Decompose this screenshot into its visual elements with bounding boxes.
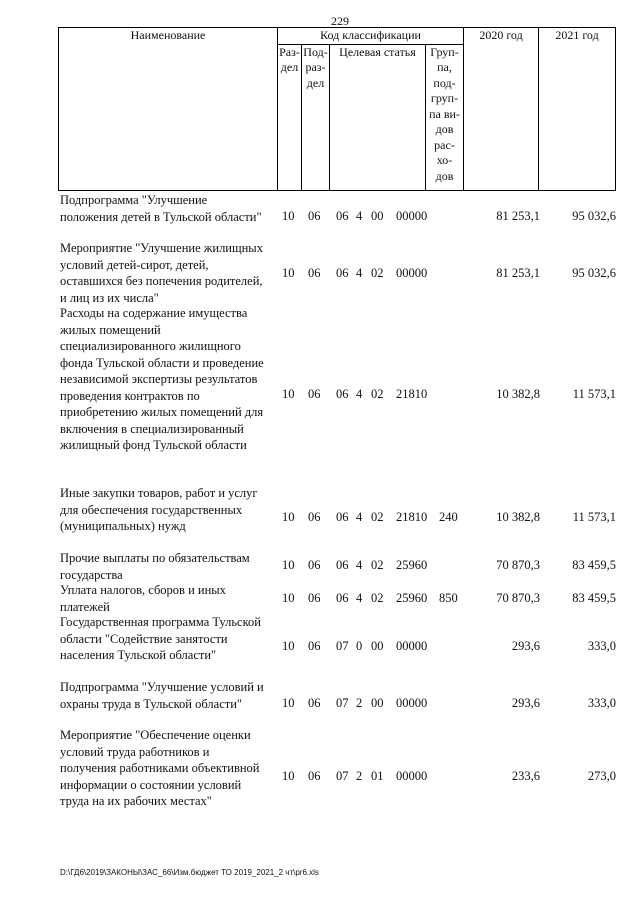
header-podrazdel-line: раз- [305,60,326,74]
cell-target-program: 06 [336,387,349,401]
cell-razdel: 10 [282,696,295,710]
cell-target-event: 00 [371,639,384,653]
cell-2020: 293,6 [511,639,540,653]
header-podrazdel-line: Под- [303,44,328,59]
row-name [60,305,280,454]
cell-expense-type: 850 [439,591,458,605]
row-name-line: фонда Тульской области и проведение [60,355,264,370]
row-name-line: положения детей в Тульской области" [60,209,262,224]
header-razdel-line: дел [280,60,299,74]
cell-2021: 273,0 [587,769,616,783]
cell-target-subprogram: 4 [356,591,363,605]
cell-target-program: 06 [336,266,349,280]
row-name-line: условий труда работников и [60,744,210,759]
cell-2021: 95 032,6 [572,209,616,223]
cell-target-direction: 21810 [396,510,428,524]
header-group-line: груп- [430,91,459,105]
page-number: 229 [331,14,349,28]
cell-target-program: 07 [336,639,349,653]
cell-target-event: 02 [371,266,384,280]
cell-target-event: 02 [371,510,384,524]
row-name-line: жилищный фонд Тульской области [60,438,247,452]
cell-target-event: 02 [371,387,384,401]
cell-2021: 83 459,5 [572,591,616,605]
cell-target-direction: 21810 [396,387,428,401]
header-group-line: под- [433,75,456,90]
header-target: Целевая статья [330,44,426,190]
header-code: Код классификации [278,28,464,45]
header-razdel [278,44,302,190]
cell-2020: 233,6 [511,769,540,783]
cell-target-event: 02 [371,558,384,572]
row-name [60,727,280,810]
table-header [58,27,616,191]
cell-target-program: 06 [336,510,349,524]
cell-2021: 333,0 [587,696,616,710]
row-name-line: информации о состоянии условий [60,777,242,792]
cell-target-subprogram: 2 [356,696,363,710]
row-name-line: области "Содействие занятости [60,631,228,646]
row-name-line: условий детей-сирот, детей, [60,257,209,272]
header-group [426,44,464,190]
cell-podrazdel: 06 [308,209,321,223]
row-name-line: приобретению жилых помещений для [60,405,264,419]
cell-2020: 70 870,3 [496,591,540,605]
cell-target-program: 07 [336,769,349,783]
row-name-line: Прочие выплаты по обязательствам [60,551,250,565]
cell-razdel: 10 [282,639,295,653]
row-name-line: для обеспечения государственных [60,502,243,517]
header-group-line: дов [435,122,454,136]
row-name-line: (муниципальных) нужд [60,519,186,533]
cell-2021: 11 573,1 [572,510,616,524]
row-name-line: Подпрограмма "Улучшение [60,193,208,207]
header-group-line: дов [435,168,454,183]
header-podrazdel [302,44,330,190]
cell-target-subprogram: 4 [356,209,363,223]
cell-2020: 70 870,3 [496,558,540,572]
cell-razdel: 10 [282,510,295,524]
header-razdel-line: Раз- [279,44,300,59]
cell-target-subprogram: 4 [356,266,363,280]
row-name [60,550,280,583]
cell-2020: 10 382,8 [496,387,540,401]
cell-target-direction: 00000 [396,769,428,783]
row-name-line: охраны труда в Тульской области" [60,696,243,711]
cell-target-subprogram: 4 [356,558,363,572]
cell-podrazdel: 06 [308,639,321,653]
row-name [60,582,280,615]
row-name [60,240,280,306]
cell-target-program: 07 [336,696,349,710]
cell-razdel: 10 [282,591,295,605]
row-name-line: получения работниками объективной [60,761,260,775]
row-name-line: и лиц из их числа" [60,290,159,305]
cell-2021: 83 459,5 [572,558,616,572]
row-name-line: Подпрограмма "Улучшение условий и [60,680,264,694]
cell-target-subprogram: 0 [356,639,363,653]
cell-podrazdel: 06 [308,769,321,783]
cell-razdel: 10 [282,266,295,280]
cell-razdel: 10 [282,209,295,223]
cell-podrazdel: 06 [308,696,321,710]
cell-razdel: 10 [282,769,295,783]
cell-target-event: 02 [371,591,384,605]
cell-podrazdel: 06 [308,510,321,524]
cell-target-event: 01 [371,769,384,783]
row-name-line: проведения контрактов по [60,388,200,403]
cell-target-subprogram: 4 [356,387,363,401]
cell-2020: 81 253,1 [496,266,540,280]
row-name [60,485,280,535]
row-name-line: Расходы на содержание имущества [60,306,248,320]
row-name-line: Иные закупки товаров, работ и услуг [60,486,258,500]
header-group-line: па ви- [429,106,460,121]
cell-podrazdel: 06 [308,266,321,280]
header-group-line: хо- [436,153,453,167]
cell-target-subprogram: 4 [356,510,363,524]
cell-2021: 333,0 [587,639,616,653]
row-name-line: государства [60,567,123,582]
row-name-line: труда на их рабочих местах" [60,794,212,808]
row-name [60,614,280,664]
row-name-line: жилых помещений [60,322,161,337]
cell-podrazdel: 06 [308,387,321,401]
header-2021: 2021 год [539,28,616,191]
row-name-line: оставшихся без попечения родителей, [60,274,263,288]
file-path-footer: D:\ГД6\2019\ЗАКОНЫ\ЗАС_66\Изм.бюджет ТО 2019_2021_2 чт\pr6.xls [60,868,319,877]
row-name-line: специализированного жилищного [60,339,241,353]
cell-razdel: 10 [282,387,295,401]
cell-target-direction: 00000 [396,266,428,280]
cell-target-direction: 00000 [396,696,428,710]
header-podrazdel-line: дел [306,75,325,90]
header-group-line: па, [437,60,452,74]
cell-2020: 10 382,8 [496,510,540,524]
header-name: Наименование [59,28,278,191]
cell-target-program: 06 [336,591,349,605]
cell-target-program: 06 [336,209,349,223]
row-name-line: Уплата налогов, сборов и иных [60,583,226,597]
row-name [60,679,280,712]
row-name-line: населения Тульской области" [60,648,217,662]
row-name [60,192,280,225]
cell-2020: 293,6 [511,696,540,710]
row-name-line: независимой экспертизы результатов [60,372,258,386]
cell-expense-type: 240 [439,510,458,524]
cell-2021: 11 573,1 [572,387,616,401]
cell-target-direction: 25960 [396,558,428,572]
row-name-line: Мероприятие "Обеспечение оценки [60,728,251,742]
cell-target-event: 00 [371,209,384,223]
cell-razdel: 10 [282,558,295,572]
cell-2020: 81 253,1 [496,209,540,223]
header-group-line: рас- [434,137,455,152]
cell-2021: 95 032,6 [572,266,616,280]
cell-target-subprogram: 2 [356,769,363,783]
row-name-line: платежей [60,599,110,614]
header-group-line: Груп- [430,44,459,59]
row-name-line: Мероприятие "Улучшение жилищных [60,241,263,255]
row-name-line: Государственная программа Тульской [60,615,261,629]
cell-target-program: 06 [336,558,349,572]
cell-podrazdel: 06 [308,591,321,605]
cell-target-event: 00 [371,696,384,710]
row-name-line: включения в специализированный [60,421,244,436]
cell-target-direction: 00000 [396,639,428,653]
header-2020: 2020 год [464,28,539,191]
cell-target-direction: 25960 [396,591,428,605]
cell-target-direction: 00000 [396,209,428,223]
cell-podrazdel: 06 [308,558,321,572]
